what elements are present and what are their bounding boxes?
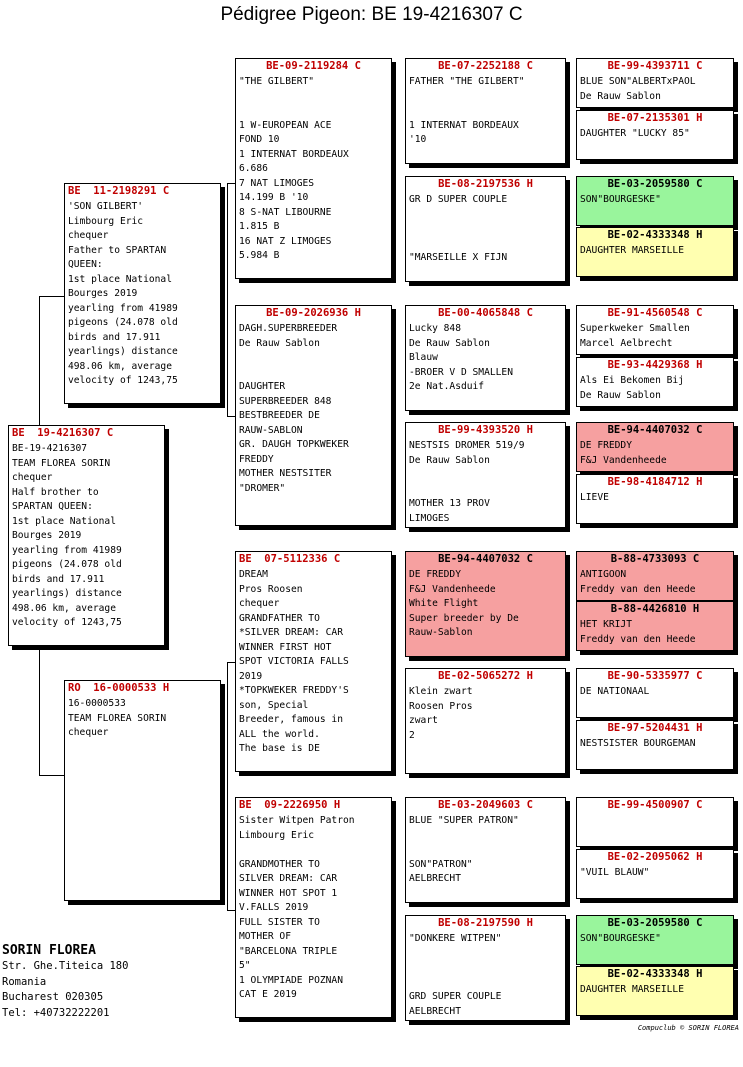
ring-number: BE-00-4065848 C: [438, 307, 533, 319]
pigeon-info: DE NATIONAAL: [580, 686, 650, 697]
pigeon-info: "DONKERE WITPEN" GRD SUPER COUPLE AELBRECHT: [409, 933, 502, 1017]
pigeon-card-subject[interactable]: [8, 425, 165, 646]
pigeon-card-gen3[interactable]: [405, 915, 566, 1021]
connector-line: [227, 662, 235, 663]
pigeon-info: DAUGHTER MARSEILLE: [580, 984, 684, 995]
connector-line: [39, 645, 40, 775]
pigeon-card-gen4[interactable]: [576, 551, 734, 601]
ring-number: BE-90-5335977 C: [607, 670, 703, 682]
ring-number: BE-07-2135301 H: [607, 112, 703, 124]
pigeon-card-gen4[interactable]: [576, 915, 734, 965]
pigeon-card-gen3[interactable]: [405, 422, 566, 528]
pigeon-card-gen3[interactable]: [405, 176, 566, 282]
ring-number: BE-08-2197590 H: [438, 917, 533, 929]
pigeon-card-gen3[interactable]: [405, 305, 566, 411]
pigeon-card-gen3[interactable]: [405, 58, 566, 164]
ring-number: BE-94-4407032 C: [438, 553, 533, 565]
pigeon-info: DAUGHTER "LUCKY 85": [580, 128, 690, 139]
owner-city: Bucharest 020305: [2, 991, 104, 1003]
pigeon-card-gen4[interactable]: [576, 849, 734, 899]
ring-number: BE-03-2059580 C: [607, 917, 703, 929]
ring-number: BE-99-4393711 C: [607, 60, 703, 72]
pigeon-info: "VUIL BLAUW": [580, 867, 650, 878]
pigeon-card-dam-dam[interactable]: [235, 797, 392, 1018]
pigeon-info: BLUE SON"ALBERTxPAOL De Rauw Sablon: [580, 76, 696, 102]
pigeon-card-gen4[interactable]: [576, 58, 734, 108]
copyright-note: Compuclub © SORIN FLOREA: [637, 1024, 739, 1032]
ring-number: BE-09-2026936 H: [266, 307, 361, 319]
pigeon-info: DE FREDDY F&J Vandenheede: [580, 440, 667, 466]
pigeon-card-gen4[interactable]: [576, 357, 734, 407]
connector-line: [39, 775, 64, 776]
pigeon-card-sire-sire[interactable]: [235, 58, 392, 279]
ring-number: BE-08-2197536 H: [438, 178, 533, 190]
pigeon-card-gen3[interactable]: [405, 797, 566, 903]
pigeon-card-sire-dam[interactable]: [235, 305, 392, 526]
owner-name: SORIN FLOREA: [2, 943, 96, 958]
pigeon-info: DE FREDDY F&J Vandenheede White Flight Super breeder by De Rauw-Sablon: [409, 569, 519, 638]
pigeon-info: 'SON GILBERT' Limbourg Eric chequer Father to SPARTAN QUEEN: 1st place National Bourges 2019 yearling from 41989 pigeons (24.078 old birds and 17.911 yearlings) distance 498.06 km, average velocity of 1243,75: [68, 201, 178, 386]
ring-number: BE-02-5065272 H: [438, 670, 533, 682]
ring-number: BE 19-4216307 C: [12, 427, 114, 439]
pigeon-info: [577, 811, 733, 814]
pigeon-card-dam-sire[interactable]: [235, 551, 392, 772]
connector-line: [227, 662, 228, 910]
ring-number: BE-93-4429368 H: [607, 359, 703, 371]
pigeon-info: BLUE "SUPER PATRON" SON"PATRON" AELBRECHT: [409, 815, 519, 884]
owner-info: [2, 942, 128, 1021]
pigeon-info: BE-19-4216307 TEAM FLOREA SORIN chequer Half brother to SPARTAN QUEEN: 1st place National Bourges 2019 yearling from 41989 pigeons (24.078 old birds and 17.911 yearlings) distance 498.06 km, average velocity of 1243,75: [12, 443, 122, 628]
pigeon-info: Superkweker Smallen Marcel Aelbrecht: [580, 323, 690, 349]
ring-number: BE-91-4560548 C: [607, 307, 703, 319]
pigeon-info: ANTIGOON Freddy van den Heede: [580, 569, 696, 595]
ring-number: B-88-4426810 H: [610, 603, 700, 615]
pigeon-card-gen3[interactable]: [405, 551, 566, 657]
pigeon-card-gen4[interactable]: [576, 966, 734, 1016]
pigeon-card-dam[interactable]: [64, 680, 221, 901]
ring-number: BE-02-2095062 H: [607, 851, 703, 863]
pigeon-card-gen4[interactable]: [576, 797, 734, 847]
pigeon-info: SON"BOURGESKE": [580, 194, 661, 205]
pigeon-card-gen4[interactable]: [576, 110, 734, 160]
ring-number: BE 09-2226950 H: [239, 799, 341, 811]
connector-line: [227, 183, 228, 416]
pigeon-card-gen4[interactable]: [576, 305, 734, 355]
pigeon-info: Sister Witpen Patron Limbourg Eric GRANDMOTHER TO SILVER DREAM: CAR WINNER HOT SPOT 1 V.FALLS 2019 FULL SISTER TO MOTHER OF "BARCELONA TRIPLE 5" 1 OLYMPIADE POZNAN CAT E 2019: [239, 815, 355, 1000]
pigeon-info: FATHER "THE GILBERT" 1 INTERNAT BORDEAUX '10: [409, 76, 525, 145]
owner-street: Str. Ghe.Titeica 180: [2, 960, 129, 972]
pigeon-info: "THE GILBERT" 1 W-EUROPEAN ACE FOND 10 1 INTERNAT BORDEAUX 6.686 7 NAT LIMOGES 14.199 B '10 8 S-NAT LIBOURNE 1.815 B 16 NAT Z LIMOGES 5.984 B: [239, 76, 349, 261]
ring-number: BE-99-4393520 H: [438, 424, 533, 436]
ring-number: BE-03-2059580 C: [607, 178, 703, 190]
connector-line: [227, 416, 235, 417]
owner-phone: Tel: +40732222201: [2, 1006, 110, 1019]
ring-number: BE-09-2119284 C: [266, 60, 361, 72]
pigeon-card-gen3[interactable]: [405, 668, 566, 774]
pigeon-info: DAGH.SUPERBREEDER De Rauw Sablon DAUGHTER SUPERBREEDER 848 BESTBREEDER DE RAUW-SABLON GR. DAUGH TOPKWEKER FREDDY MOTHER NESTSITER "DROMER": [239, 323, 349, 494]
pigeon-info: SON"BOURGESKE": [580, 933, 661, 944]
connector-line: [39, 296, 64, 297]
pigeon-info: NESTSISTER BOURGEMAN: [580, 738, 696, 749]
ring-number: BE-03-2049603 C: [438, 799, 533, 811]
pigeon-info: DAUGHTER MARSEILLE: [580, 245, 684, 256]
ring-number: BE-98-4184712 H: [607, 476, 703, 488]
pigeon-card-gen4[interactable]: [576, 227, 734, 277]
ring-number: BE-97-5204431 H: [607, 722, 703, 734]
ring-number: B-88-4733093 C: [610, 553, 700, 565]
pigeon-card-gen4[interactable]: [576, 474, 734, 524]
connector-line: [227, 910, 235, 911]
pigeon-info: 16-0000533 TEAM FLOREA SORIN chequer: [68, 698, 167, 738]
ring-number: BE-99-4500907 C: [607, 799, 703, 811]
pigeon-card-gen4[interactable]: [576, 668, 734, 718]
page-title: Pédigree Pigeon: BE 19-4216307 C: [220, 4, 523, 25]
pigeon-info: Als Ei Bekomen Bij De Rauw Sablon: [580, 375, 684, 401]
connector-line: [227, 183, 235, 184]
pigeon-card-sire[interactable]: [64, 183, 221, 404]
pigeon-info: NESTSIS DROMER 519/9 De Rauw Sablon MOTHER 13 PROV LIMOGES: [409, 440, 525, 524]
pigeon-info: GR D SUPER COUPLE "MARSEILLE X FIJN: [409, 194, 508, 263]
ring-number: RO 16-0000533 H: [68, 682, 170, 694]
pigeon-info: DREAM Pros Roosen chequer GRANDFATHER TO *SILVER DREAM: CAR WINNER FIRST HOT SPOT VICTORIA FALLS 2019 *TOPKWEKER FREDDY'S son, Special Breeder, famous in ALL the world. The base is DE: [239, 569, 349, 754]
pigeon-info: HET KRIJT Freddy van den Heede: [580, 619, 696, 645]
pigeon-info: LIEVE: [580, 492, 609, 503]
ring-number: BE-07-2252188 C: [438, 60, 533, 72]
pigeon-card-gen4[interactable]: [576, 720, 734, 770]
ring-number: BE-02-4333348 H: [607, 968, 703, 980]
pigeon-info: Klein zwart Roosen Pros zwart 2: [409, 686, 473, 741]
ring-number: BE-02-4333348 H: [607, 229, 703, 241]
ring-number: BE-94-4407032 C: [607, 424, 703, 436]
pigeon-card-gen4[interactable]: [576, 422, 734, 472]
owner-country: Romania: [2, 975, 47, 988]
ring-number: BE 11-2198291 C: [68, 185, 170, 197]
ring-number: BE 07-5112336 C: [239, 553, 341, 565]
connector-line: [39, 296, 40, 426]
pigeon-card-gen4[interactable]: [576, 176, 734, 226]
pigeon-info: Lucky 848 De Rauw Sablon Blauw -BROER V D SMALLEN 2e Nat.Asduif: [409, 323, 513, 392]
pigeon-card-gen4[interactable]: [576, 601, 734, 651]
